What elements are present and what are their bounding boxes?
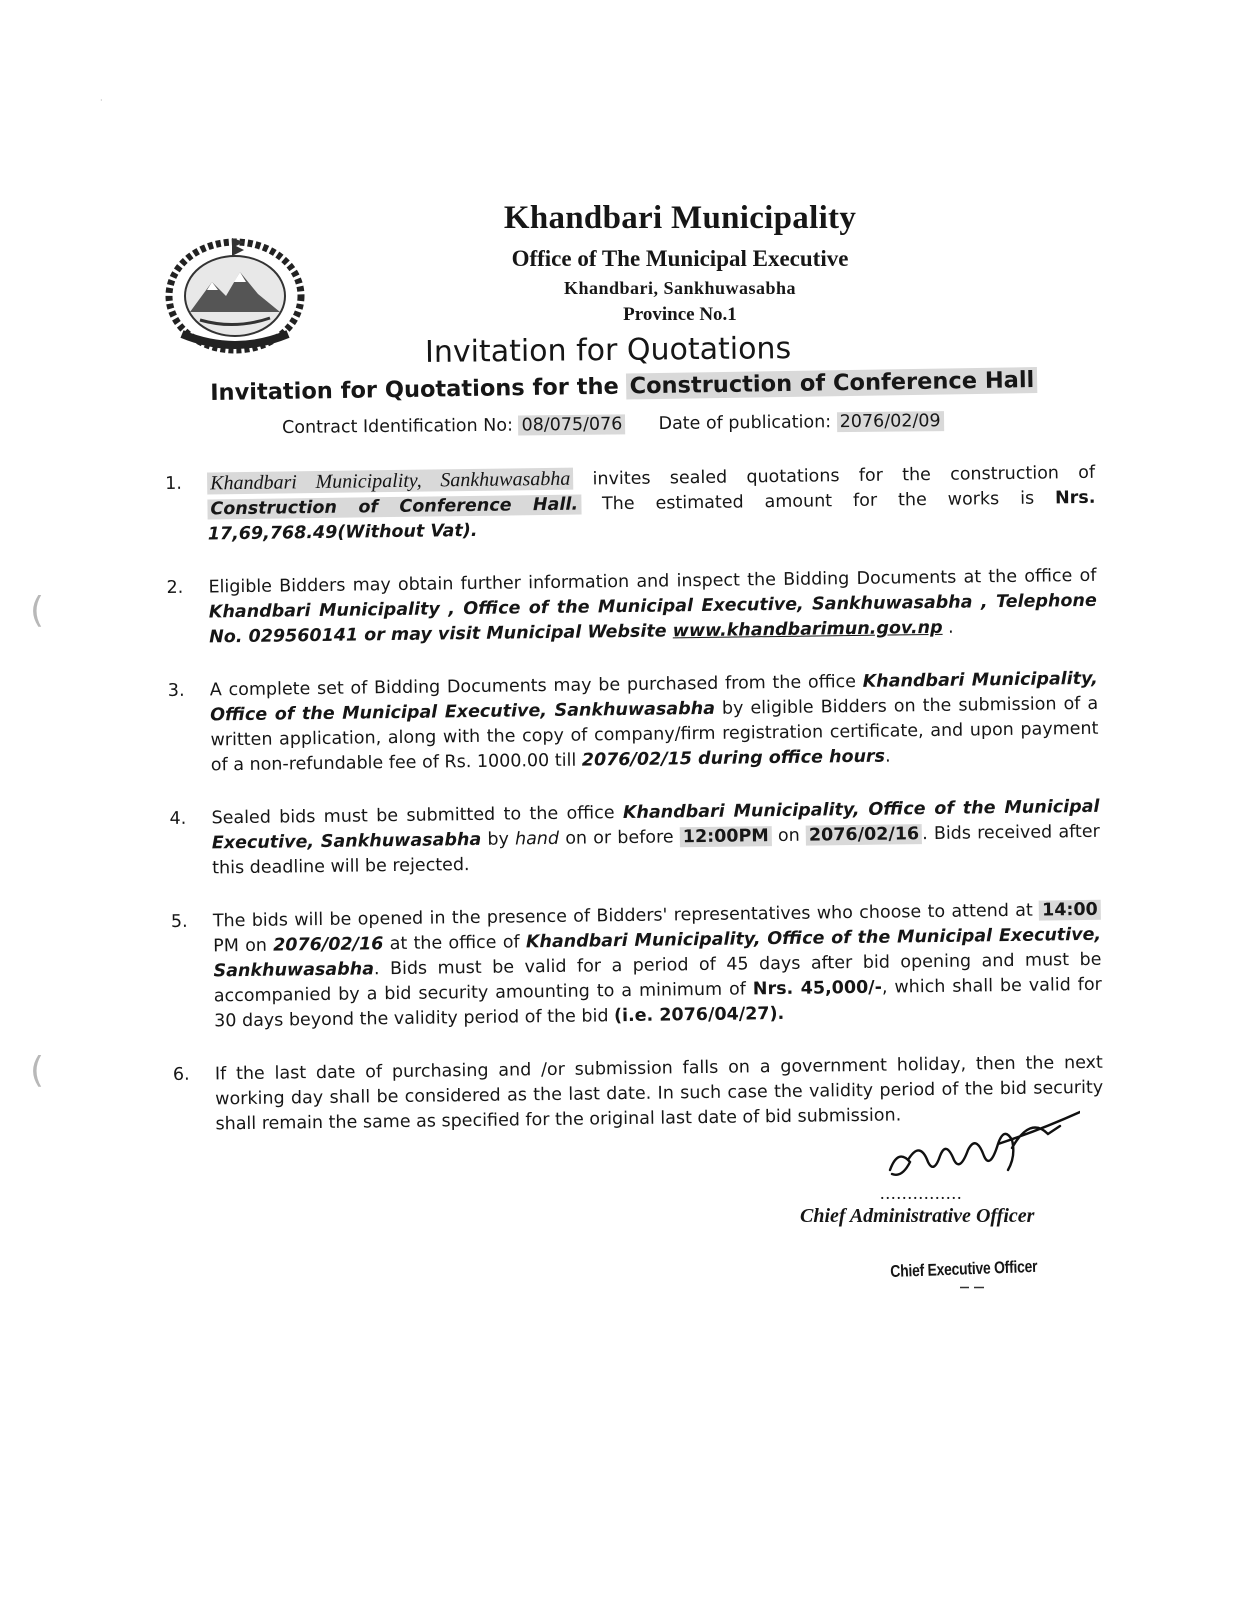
contract-line (282, 411, 944, 438)
opening-time: 14:00 (1039, 900, 1101, 921)
bid-security-amount: Nrs. 45,000/- (752, 977, 883, 1000)
list-item (166, 564, 1097, 651)
notice-subject (210, 367, 1037, 406)
item-number: 2. (166, 577, 184, 598)
item-text: on (771, 825, 807, 847)
contract-label: Contract Identification No: (282, 415, 514, 438)
list-item (169, 795, 1100, 882)
publication-date: 2076/02/09 (837, 411, 944, 432)
item-number: 5. (170, 911, 188, 932)
subject-prefix: Invitation for Quotations for the (210, 373, 619, 406)
stamp-title: Chief Executive Officer (890, 1256, 1038, 1281)
item-number: 1. (165, 473, 182, 494)
punch-hole-mark: ( (30, 1050, 45, 1091)
list-item (168, 667, 1099, 779)
item-text: . Bids must be valid for a period of 45 days after bid opening and must be accompanied by a bid security amounting to a minimum of (213, 949, 1102, 1007)
office-details: Khandbari Municipality, Office of the Municipal Executive, Sankhuwasabha (213, 924, 1102, 982)
item-text: . (942, 617, 954, 638)
signatory-title: Chief Administrative Officer (800, 1205, 1035, 1227)
item-text: PM on (213, 935, 274, 957)
office-name: Office of The Municipal Executive (511, 246, 849, 271)
item-text: Eligible Bidders may obtain further information and inspect the Bidding Documents at the office of (208, 565, 1097, 598)
list-item (171, 898, 1103, 1035)
notice-heading: Invitation for Quotations (424, 331, 792, 370)
item-text: The bids will be opened in the presence of Bidders' representatives who choose to attend at (212, 900, 1040, 932)
item-number: 4. (169, 808, 187, 829)
item-text: by eligible Bidders on the submission of a written application, along with the copy of company/firm registration certificate, and upon payment of a non-refundable fee of Rs. 1000.00 till (210, 693, 1099, 776)
item-text: The estimated amount for the works is (580, 488, 1056, 515)
contract-number: 08/075/076 (518, 414, 625, 435)
submission-date: 2076/02/16 (806, 824, 922, 846)
item-number: 3. (167, 680, 185, 701)
website-link[interactable]: www.khandbarimun.gov.np (672, 617, 943, 642)
item-text: by (481, 829, 516, 850)
issuer: Khandbari Municipality, Sankhuwasabha (207, 468, 573, 495)
item-text: Sealed bids must be submitted to the office (211, 803, 624, 829)
amount-label: Nrs. (1054, 487, 1096, 509)
item-text: , which shall be valid for 30 days beyond the validity period of the bid (214, 974, 1102, 1032)
item-text: at the office of (383, 932, 527, 955)
item-text: If the last date of purchasing and /or submission falls on a government holiday, then the next working day shall be considered as the last date. In such case the validity period of the bid security shall remain the same as specified for the original last date of bid submission. (214, 1052, 1104, 1135)
office-details: Khandbari Municipality , Office of the Municipal Executive, Sankhuwasabha , Telephone No. 029560141 or may visit Municipal Website (208, 590, 1097, 648)
item-text: invites sealed quotations for the construction of (573, 462, 1096, 490)
office-location: Khandbari, Sankhuwasabha (563, 278, 797, 298)
purchase-deadline: 2076/02/15 during office hours (581, 746, 886, 771)
submission-method: hand (514, 828, 560, 850)
item-text: . Bids received after this deadline will be rejected. (212, 821, 1100, 879)
item-text: A complete set of Bidding Documents may be purchased from the office (209, 671, 863, 701)
opening-date: 2076/02/16 (273, 934, 384, 956)
signature-dots: ............... (880, 1183, 963, 1203)
estimated-amount: 17,69,768.49(Without Vat). (207, 520, 478, 545)
item-number: 6. (172, 1064, 190, 1085)
province-name: Province No.1 (623, 304, 737, 325)
stamp-underline (960, 1286, 984, 1289)
subject-highlight: Construction of Conference Hall (626, 367, 1037, 399)
item-text: . (884, 746, 891, 767)
item-text: on or before (558, 827, 680, 849)
validity-date: (i.e. 2076/04/27). (613, 1003, 785, 1027)
notice-items (165, 460, 1104, 1166)
handwritten-signature (880, 1100, 1080, 1195)
office-details: Khandbari Municipality, Office of the Municipal Executive, Sankhuwasabha (210, 668, 1098, 726)
list-item (165, 460, 1096, 548)
scan-speck: · (100, 96, 103, 105)
municipality-name: Khandbari Municipality (503, 200, 857, 236)
work-name: Construction of Conference Hall. (207, 495, 581, 520)
punch-hole-mark: ( (30, 590, 45, 631)
date-label: Date of publication: (658, 412, 832, 435)
office-details: Khandbari Municipality, Office of the Municipal Executive, Sankhuwasabha (211, 796, 1100, 854)
submission-time: 12:00PM (680, 826, 772, 847)
